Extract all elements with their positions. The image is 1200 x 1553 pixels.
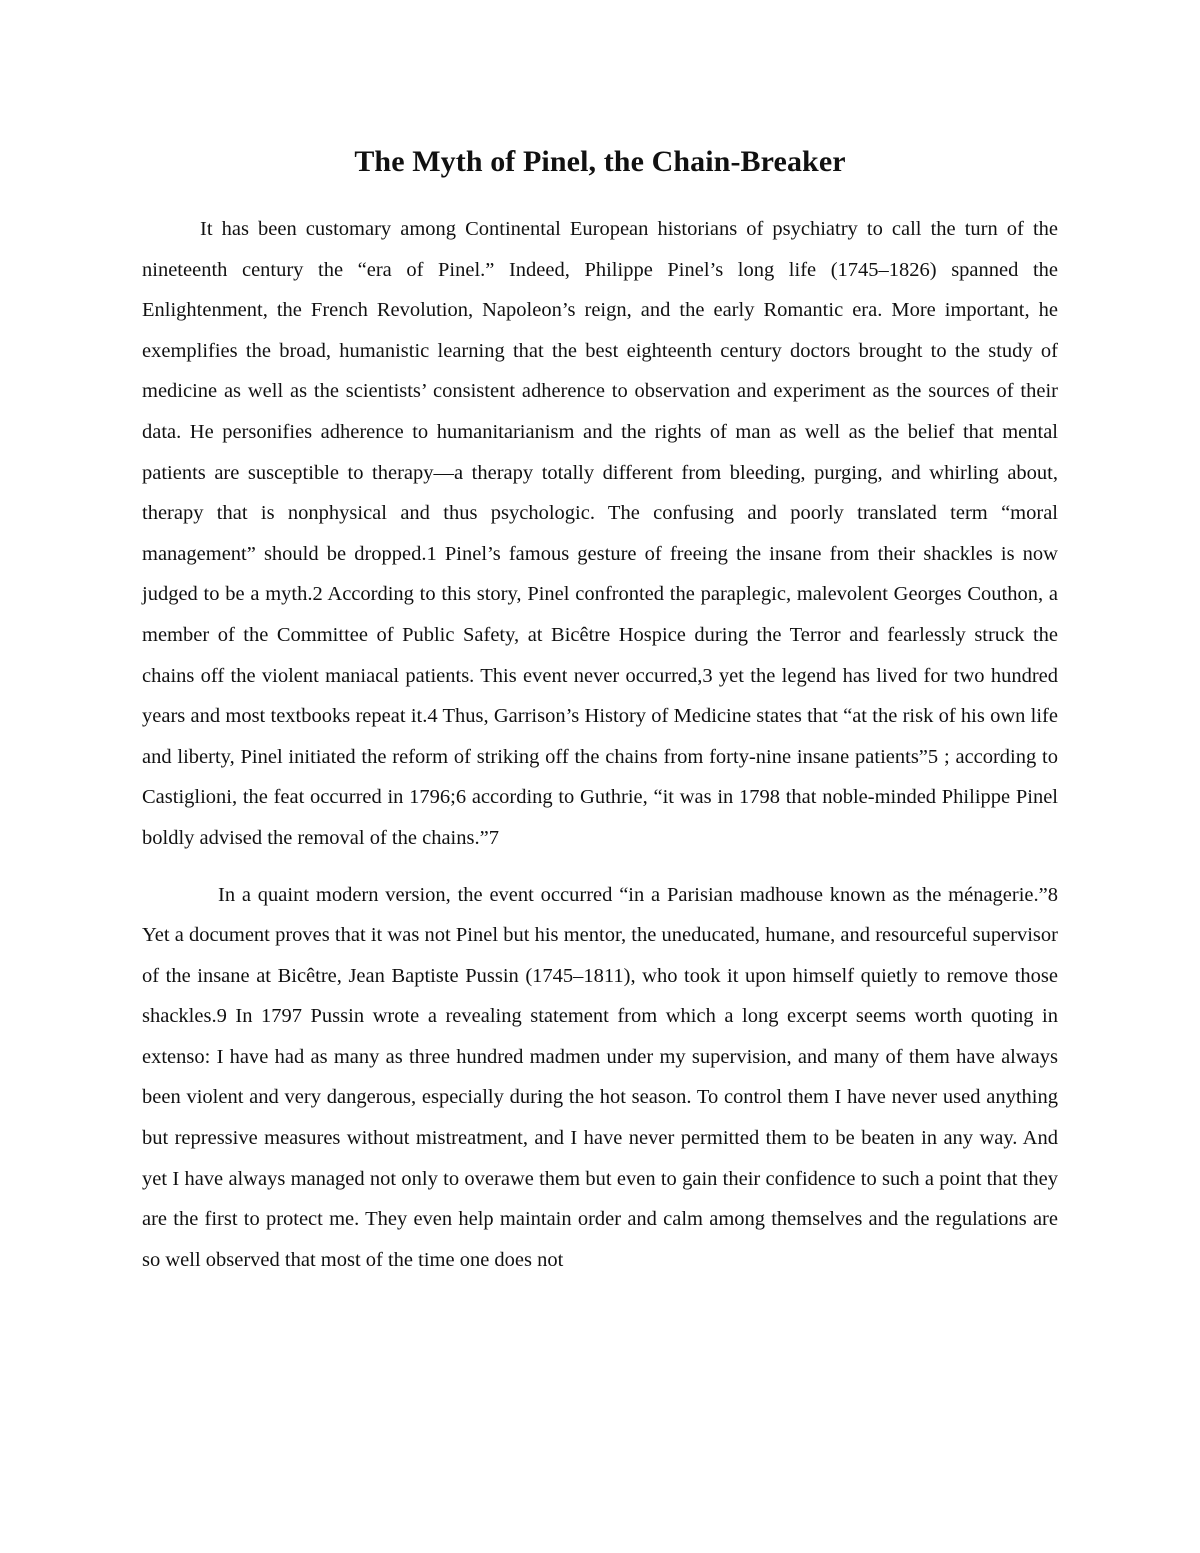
paragraph-2: In a quaint modern version, the event occurred “in a Parisian madhouse known as the ménagerie.”8 Yet a document proves that it was not Pinel but his mentor, the uneducated, humane, and resourceful supervisor of the insane at Bicêtre, Jean Baptiste Pussin (1745–1811), who took it upon himself quietly to remove those shackles.9 In 1797 Pussin wrote a revealing statement from which a long excerpt seems worth quoting in extenso: I have had as many as three hundred madmen under my supervision, and many of them have always been violent and very dangerous, especially during the hot season. To control them I have never used anything but repressive measures without mistreatment, and I have never permitted them to be beaten in any way. And yet I have always managed not only to overawe them but even to gain their confidence to such a point that they are the first to protect me. They even help maintain order and calm among themselves and the regulations are so well observed that most of the time one does not [142,883,1058,1271]
paragraph-1: It has been customary among Continental European historians of psychiatry to call the turn of the nineteenth century the “era of Pinel.” Indeed, Philippe Pinel’s long life (1745–1826) spanned the Enlightenment, the French Revolution, Napoleon’s reign, and the early Romantic era. More important, he exemplifies the broad, humanistic learning that the best eighteenth century doctors brought to the study of medicine as well as the scientists’ consistent adherence to observation and experiment as the sources of their data. He personifies adherence to humanitarianism and the rights of man as well as the belief that mental patients are susceptible to therapy—a therapy totally different from bleeding, purging, and whirling about, therapy that is nonphysical and thus psychologic. The confusing and poorly translated term “moral management” should be dropped.1 Pinel’s famous gesture of freeing the insane from their shackles is now judged to be a myth.2 According to this story, Pinel confronted the paraplegic, malevolent Georges Couthon, a member of the Committee of Public Safety, at Bicêtre Hospice during the Terror and fearlessly struck the chains off the violent maniacal patients. This event never occurred,3 yet the legend has lived for two hundred years and most textbooks repeat it.4 Thus, Garrison’s History of Medicine states that “at the risk of his own life and liberty, Pinel initiated the reform of striking off the chains from forty-nine insane patients”5 ; according to Castiglioni, the feat occurred in 1796;6 according to Guthrie, “it was in 1798 that noble-minded Philippe Pinel boldly advised the removal of the chains.”7 [142,218,1058,849]
document-title: The Myth of Pinel, the Chain-Breaker [354,145,846,178]
document-page [142,138,1058,1280]
